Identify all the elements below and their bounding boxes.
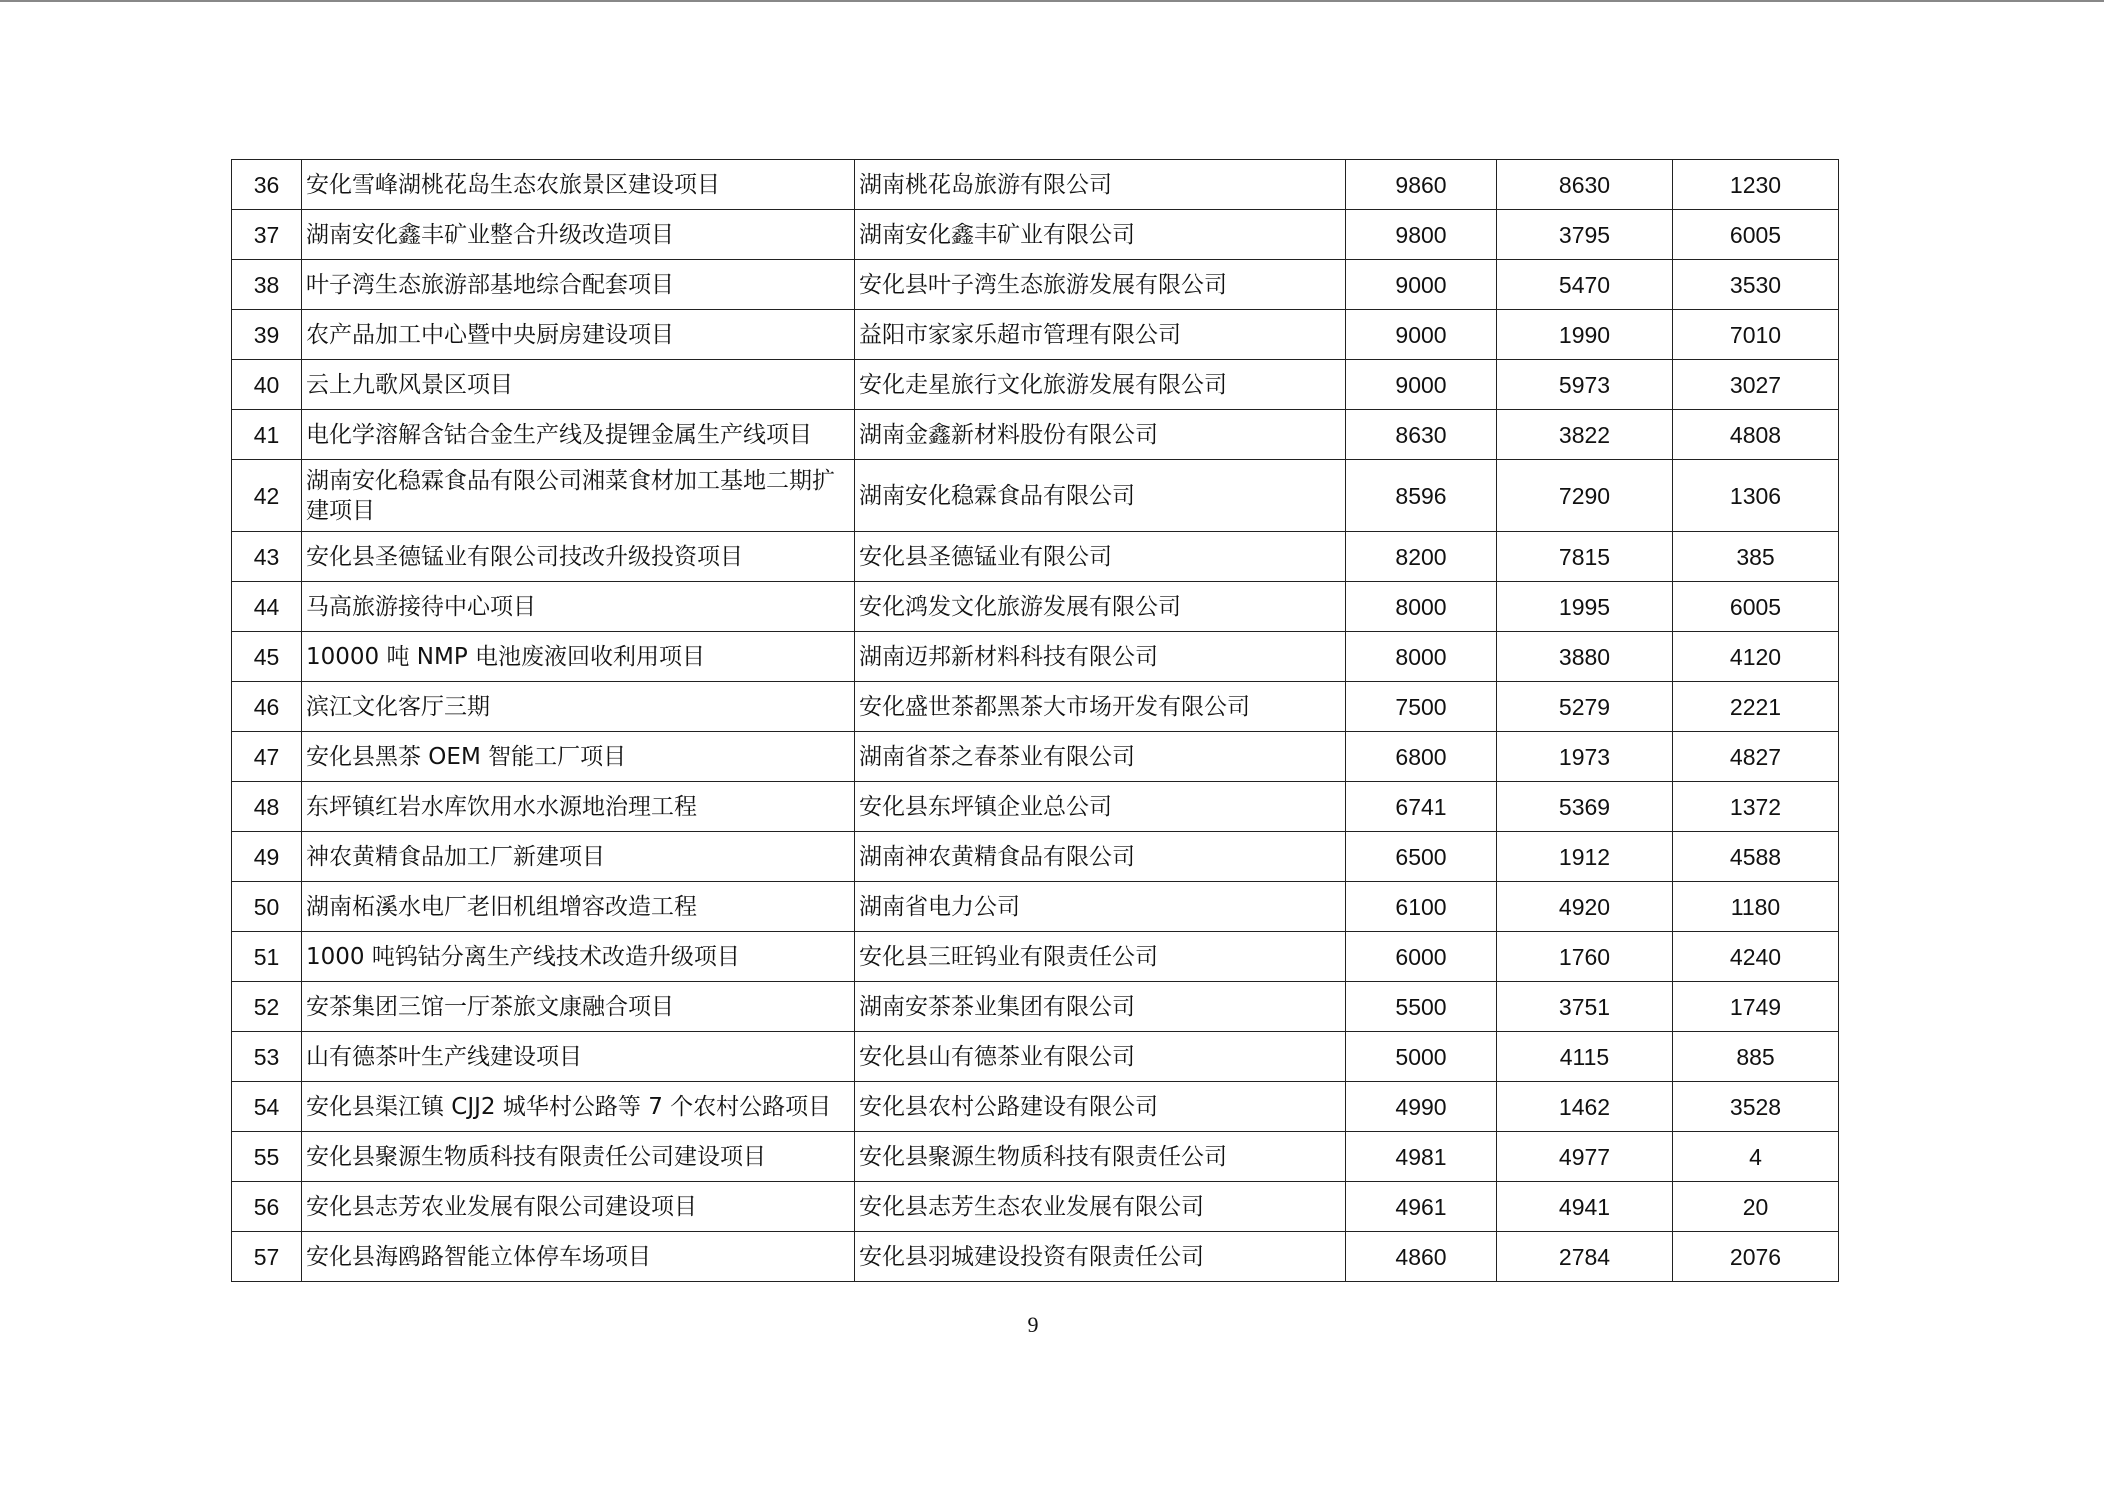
page-top-border: [0, 0, 2104, 2]
table-row: [232, 210, 1839, 260]
value-2-cell: 1760: [1497, 932, 1673, 982]
value-3-cell: 3528: [1673, 1082, 1839, 1132]
table-row: [232, 160, 1839, 210]
value-3-cell: 3530: [1673, 260, 1839, 310]
value-3-cell: 1180: [1673, 882, 1839, 932]
table-row: [232, 460, 1839, 532]
table-body: [232, 160, 1839, 1282]
project-name-cell: 1000 吨钨钴分离生产线技术改造升级项目: [302, 932, 855, 982]
company-name-cell: 湖南安茶茶业集团有限公司: [855, 982, 1346, 1032]
company-name-cell: 安化鸿发文化旅游发展有限公司: [855, 582, 1346, 632]
value-1-cell: 8000: [1346, 632, 1497, 682]
company-name-cell: 湖南神农黄精食品有限公司: [855, 832, 1346, 882]
value-2-cell: 2784: [1497, 1232, 1673, 1282]
company-name-cell: 安化县羽城建设投资有限责任公司: [855, 1232, 1346, 1282]
value-3-cell: 6005: [1673, 210, 1839, 260]
value-3-cell: 385: [1673, 532, 1839, 582]
value-1-cell: 6741: [1346, 782, 1497, 832]
row-number-cell: 36: [232, 160, 302, 210]
value-1-cell: 9000: [1346, 360, 1497, 410]
value-3-cell: 885: [1673, 1032, 1839, 1082]
table-row: [232, 1132, 1839, 1182]
row-number-cell: 56: [232, 1182, 302, 1232]
project-name-cell: 10000 吨 NMP 电池废液回收利用项目: [302, 632, 855, 682]
value-2-cell: 4977: [1497, 1132, 1673, 1182]
company-name-cell: 安化县聚源生物质科技有限责任公司: [855, 1132, 1346, 1182]
company-name-cell: 安化县东坪镇企业总公司: [855, 782, 1346, 832]
value-2-cell: 5369: [1497, 782, 1673, 832]
company-name-cell: 安化县圣德锰业有限公司: [855, 532, 1346, 582]
company-name-cell: 湖南桃花岛旅游有限公司: [855, 160, 1346, 210]
project-name-cell: 农产品加工中心暨中央厨房建设项目: [302, 310, 855, 360]
value-1-cell: 4981: [1346, 1132, 1497, 1182]
company-name-cell: 安化县农村公路建设有限公司: [855, 1082, 1346, 1132]
value-2-cell: 5279: [1497, 682, 1673, 732]
value-2-cell: 4920: [1497, 882, 1673, 932]
value-1-cell: 4990: [1346, 1082, 1497, 1132]
value-3-cell: 4240: [1673, 932, 1839, 982]
value-1-cell: 8630: [1346, 410, 1497, 460]
value-3-cell: 6005: [1673, 582, 1839, 632]
company-name-cell: 湖南迈邦新材料科技有限公司: [855, 632, 1346, 682]
value-2-cell: 1462: [1497, 1082, 1673, 1132]
row-number-cell: 45: [232, 632, 302, 682]
table-row: [232, 982, 1839, 1032]
value-2-cell: 4941: [1497, 1182, 1673, 1232]
project-name-cell: 湖南安化鑫丰矿业整合升级改造项目: [302, 210, 855, 260]
row-number-cell: 55: [232, 1132, 302, 1182]
value-2-cell: 1995: [1497, 582, 1673, 632]
row-number-cell: 42: [232, 460, 302, 532]
company-name-cell: 湖南安化稳霖食品有限公司: [855, 460, 1346, 532]
value-3-cell: 4827: [1673, 732, 1839, 782]
value-3-cell: 4: [1673, 1132, 1839, 1182]
project-name-cell: 安化县聚源生物质科技有限责任公司建设项目: [302, 1132, 855, 1182]
row-number-cell: 54: [232, 1082, 302, 1132]
table-row: [232, 1082, 1839, 1132]
project-name-cell: 湖南安化稳霖食品有限公司湘菜食材加工基地二期扩建项目: [302, 460, 855, 532]
value-3-cell: 4588: [1673, 832, 1839, 882]
value-3-cell: 1230: [1673, 160, 1839, 210]
table-row: [232, 632, 1839, 682]
value-2-cell: 1912: [1497, 832, 1673, 882]
company-name-cell: 安化盛世茶都黑茶大市场开发有限公司: [855, 682, 1346, 732]
row-number-cell: 47: [232, 732, 302, 782]
value-1-cell: 6000: [1346, 932, 1497, 982]
value-1-cell: 9800: [1346, 210, 1497, 260]
project-name-cell: 湖南柘溪水电厂老旧机组增容改造工程: [302, 882, 855, 932]
row-number-cell: 38: [232, 260, 302, 310]
project-table: [231, 159, 1839, 1282]
value-1-cell: 8596: [1346, 460, 1497, 532]
row-number-cell: 49: [232, 832, 302, 882]
value-2-cell: 1973: [1497, 732, 1673, 782]
project-name-cell: 安茶集团三馆一厅茶旅文康融合项目: [302, 982, 855, 1032]
table-row: [232, 832, 1839, 882]
value-1-cell: 4961: [1346, 1182, 1497, 1232]
project-name-cell: 东坪镇红岩水库饮用水水源地治理工程: [302, 782, 855, 832]
value-1-cell: 5500: [1346, 982, 1497, 1032]
value-3-cell: 7010: [1673, 310, 1839, 360]
row-number-cell: 57: [232, 1232, 302, 1282]
project-name-cell: 安化雪峰湖桃花岛生态农旅景区建设项目: [302, 160, 855, 210]
value-1-cell: 8000: [1346, 582, 1497, 632]
row-number-cell: 48: [232, 782, 302, 832]
company-name-cell: 安化走星旅行文化旅游发展有限公司: [855, 360, 1346, 410]
table-row: [232, 1032, 1839, 1082]
value-1-cell: 6800: [1346, 732, 1497, 782]
project-name-cell: 马高旅游接待中心项目: [302, 582, 855, 632]
row-number-cell: 41: [232, 410, 302, 460]
table-row: [232, 582, 1839, 632]
table-row: [232, 310, 1839, 360]
company-name-cell: 安化县山有德茶业有限公司: [855, 1032, 1346, 1082]
value-1-cell: 4860: [1346, 1232, 1497, 1282]
value-1-cell: 7500: [1346, 682, 1497, 732]
project-name-cell: 安化县志芳农业发展有限公司建设项目: [302, 1182, 855, 1232]
row-number-cell: 50: [232, 882, 302, 932]
value-2-cell: 3822: [1497, 410, 1673, 460]
value-1-cell: 8200: [1346, 532, 1497, 582]
value-2-cell: 3795: [1497, 210, 1673, 260]
table-row: [232, 882, 1839, 932]
project-name-cell: 电化学溶解含钴合金生产线及提锂金属生产线项目: [302, 410, 855, 460]
row-number-cell: 46: [232, 682, 302, 732]
table-row: [232, 532, 1839, 582]
row-number-cell: 53: [232, 1032, 302, 1082]
company-name-cell: 安化县三旺钨业有限责任公司: [855, 932, 1346, 982]
value-3-cell: 1372: [1673, 782, 1839, 832]
row-number-cell: 51: [232, 932, 302, 982]
table-row: [232, 260, 1839, 310]
table-row: [232, 410, 1839, 460]
company-name-cell: 安化县志芳生态农业发展有限公司: [855, 1182, 1346, 1232]
value-1-cell: 5000: [1346, 1032, 1497, 1082]
project-name-cell: 安化县圣德锰业有限公司技改升级投资项目: [302, 532, 855, 582]
page-number: 9: [1027, 1312, 1039, 1337]
value-2-cell: 3880: [1497, 632, 1673, 682]
project-name-cell: 安化县海鸥路智能立体停车场项目: [302, 1232, 855, 1282]
value-1-cell: 9000: [1346, 310, 1497, 360]
value-1-cell: 6500: [1346, 832, 1497, 882]
row-number-cell: 39: [232, 310, 302, 360]
value-2-cell: 5973: [1497, 360, 1673, 410]
value-3-cell: 2076: [1673, 1232, 1839, 1282]
value-1-cell: 9000: [1346, 260, 1497, 310]
table-row: [232, 1232, 1839, 1282]
value-1-cell: 9860: [1346, 160, 1497, 210]
row-number-cell: 40: [232, 360, 302, 410]
project-name-cell: 叶子湾生态旅游部基地综合配套项目: [302, 260, 855, 310]
row-number-cell: 52: [232, 982, 302, 1032]
value-1-cell: 6100: [1346, 882, 1497, 932]
company-name-cell: 湖南省茶之春茶业有限公司: [855, 732, 1346, 782]
value-3-cell: 4120: [1673, 632, 1839, 682]
row-number-cell: 37: [232, 210, 302, 260]
company-name-cell: 安化县叶子湾生态旅游发展有限公司: [855, 260, 1346, 310]
value-3-cell: 1306: [1673, 460, 1839, 532]
table-row: [232, 782, 1839, 832]
table-row: [232, 1182, 1839, 1232]
value-3-cell: 4808: [1673, 410, 1839, 460]
value-3-cell: 3027: [1673, 360, 1839, 410]
project-name-cell: 山有德茶叶生产线建设项目: [302, 1032, 855, 1082]
value-3-cell: 20: [1673, 1182, 1839, 1232]
project-name-cell: 安化县渠江镇 CJJ2 城华村公路等 7 个农村公路项目: [302, 1082, 855, 1132]
company-name-cell: 湖南安化鑫丰矿业有限公司: [855, 210, 1346, 260]
project-name-cell: 神农黄精食品加工厂新建项目: [302, 832, 855, 882]
row-number-cell: 43: [232, 532, 302, 582]
value-2-cell: 1990: [1497, 310, 1673, 360]
project-name-cell: 滨江文化客厅三期: [302, 682, 855, 732]
value-2-cell: 5470: [1497, 260, 1673, 310]
value-2-cell: 7815: [1497, 532, 1673, 582]
table-row: [232, 732, 1839, 782]
value-2-cell: 4115: [1497, 1032, 1673, 1082]
value-3-cell: 1749: [1673, 982, 1839, 1032]
value-2-cell: 3751: [1497, 982, 1673, 1032]
value-2-cell: 7290: [1497, 460, 1673, 532]
project-name-cell: 云上九歌风景区项目: [302, 360, 855, 410]
value-2-cell: 8630: [1497, 160, 1673, 210]
value-3-cell: 2221: [1673, 682, 1839, 732]
company-name-cell: 湖南金鑫新材料股份有限公司: [855, 410, 1346, 460]
table-row: [232, 932, 1839, 982]
company-name-cell: 湖南省电力公司: [855, 882, 1346, 932]
company-name-cell: 益阳市家家乐超市管理有限公司: [855, 310, 1346, 360]
table-row: [232, 682, 1839, 732]
project-name-cell: 安化县黑茶 OEM 智能工厂项目: [302, 732, 855, 782]
table-row: [232, 360, 1839, 410]
row-number-cell: 44: [232, 582, 302, 632]
